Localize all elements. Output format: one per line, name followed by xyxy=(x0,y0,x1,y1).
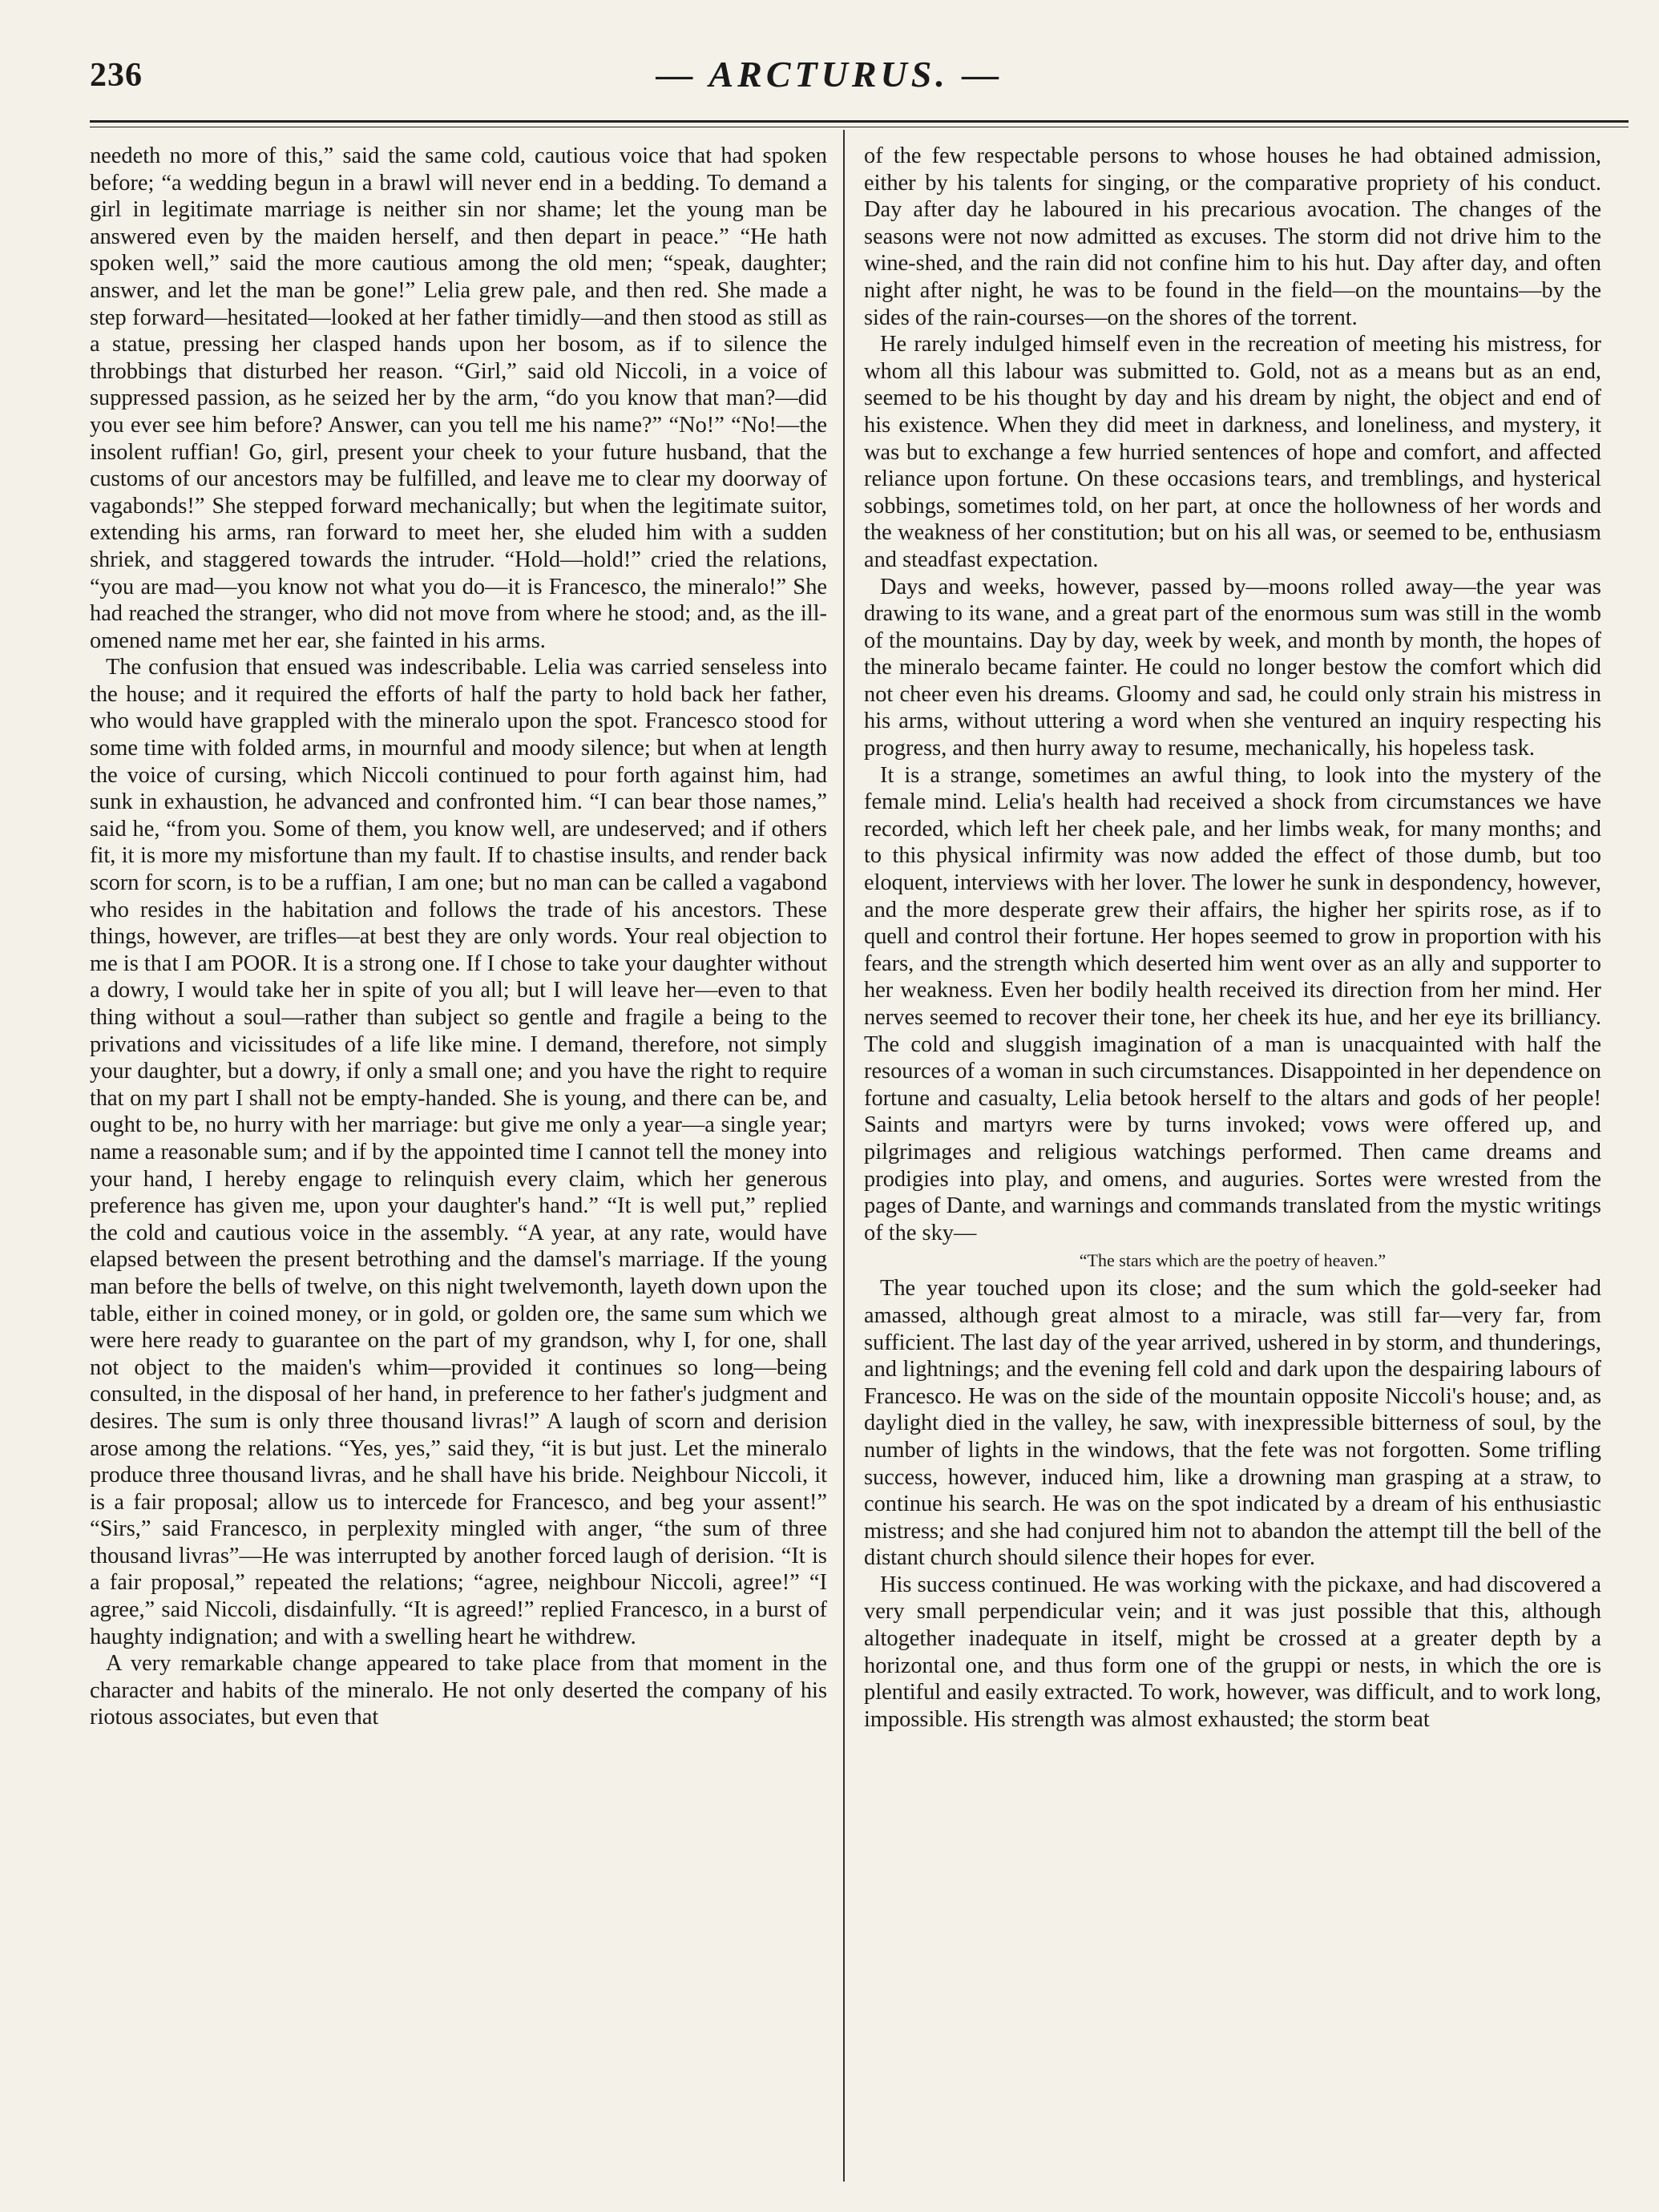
left-column xyxy=(90,143,827,2170)
paragraph: A very remarkable change appeared to take place from that moment in the character and habits of the mineralo. He not only deserted the company of his riotous associates, but even that xyxy=(90,1651,827,1730)
running-title: — ARCTURUS. — xyxy=(656,54,1003,95)
paragraph: Days and weeks, however, passed by—moons rolled away—the year was drawing to its wane, and a great part of the enormous sum was still in the womb of the mountains. Day by day, week by week, and month by month, the hopes of the mineralo became fainter. He could no longer bestow the comfort which did not cheer even his dreams. Gloomy and sad, he could only strain his mistress in his arms, without uttering a word when she ventured an inquiry respecting his progress, and then hurry away to resume, mechanically, his hopeless task. xyxy=(864,574,1601,761)
paragraph: He rarely indulged himself even in the recreation of meeting his mistress, for whom all this labour was submitted to. Gold, not as a means but as an end, seemed to be his thought by day and his dream by night, the object and end of his existence. When they did meet in darkness, and loneliness, and mystery, it was but to exchange a few hurried sentences of hope and comfort, and affected reliance upon fortune. On these occasions tears, and tremblings, and hysterical sobbings, sometimes told, on her part, at once the hollowness of her words and the weakness of her constitution; but on his all was, or seemed to be, enthusiasm and steadfast expectation. xyxy=(864,332,1601,572)
paragraph: It is a strange, sometimes an awful thing, to look into the mystery of the female mind. Lelia's health had received a shock from circumstances we have recorded, which left her cheek pale, and her limbs weak, for many months; and to this physical infirmity was now added the effect of those dumb, but too eloquent, interviews with her lover. The lower he sunk in despondency, however, and the more desperate grew their affairs, the higher her spirits rose, as if to quell and control their fortune. Her hopes seemed to grow in proportion with his fears, and the strength which deserted him went over as an ally and supporter to her weakness. Even her bodily health received its direction from her mind. Her nerves seemed to recover their tone, her cheek its hue, and her eye its brilliancy. The cold and sluggish imagination of a man is unacquainted with half the resources of a woman in such circumstances. Disappointed in her dependence on fortune and casualty, Lelia betook herself to the altars and gods of her people! Saints and martyrs were by turns invoked; vows were offered up, and pilgrimages and religious watchings performed. Then came dreams and prodigies into play, and omens, and auguries. Sortes were wrested from the pages of Dante, and warnings and commands translated from the mystic writings of the sky— xyxy=(864,762,1601,1245)
page-number: 236 xyxy=(90,57,143,94)
page-header xyxy=(0,0,1659,128)
right-column xyxy=(864,143,1601,2170)
paragraph: The confusion that ensued was indescribable. Lelia was carried senseless into the house; and it required the efforts of half the party to hold back her father, who would have grappled with the mineralo upon the spot. Francesco stood for some time with folded arms, in mournful and moody silence; but when at length the voice of cursing, which Niccoli continued to pour forth against him, had sunk in exhaustion, he advanced and confronted him. “I can bear those names,” said he, “from you. Some of them, you know well, are undeserved; and if others fit, it is more my misfortune than my fault. If to chastise insults, and render back scorn for scorn, is to be a ruffian, I am one; but no man can be called a vagabond who resides in the habitation and follows the trade of his ancestors. These things, however, are trifles—at best they are only words. Your real objection to me is that I am POOR. It is a strong one. If I chose to take your daughter without a dowry, I would take her in spite of you all; but I will leave her—even to that thing without a soul—rather than subject so gentle and fragile a being to the privations and vicissitudes of a life like mine. I demand, therefore, not simply your daughter, but a dowry, if only a small one; and you have the right to require that on my part I shall not be empty-handed. She is young, and there can be, and ought to be, no hurry with her marriage: but give me only a year—a single year; name a reasonable sum; and if by the appointed time I cannot tell the money into your hand, I hereby engage to relinquish every claim, which her generous preference has given me, upon your daughter's hand.” “It is well put,” replied the cold and cautious voice in the assembly. “A year, at any rate, would have elapsed between the present betrothing and the damsel's marriage. If the young man before the bells of twelve, on this night twelvemonth, layeth down upon the table, either in coined money, or in gold, or golden ore, the same sum which we were here ready to guarantee on the part of my grandson, why I, for one, shall not object to the maiden's whim—provided it continues so long—being consulted, in the disposal of her hand, in preference to her father's judgment and desires. The sum is only three thousand livras!” A laugh of scorn and derision arose among the relations. “Yes, yes,” said they, “it is but just. Let the mineralo produce three thousand livras, and he shall have his bride. Neighbour Niccoli, it is a fair proposal; allow us to intercede for Francesco, and beg your assent!” “Sirs,” said Francesco, in perplexity mingled with anger, “the sum of three thousand livras”—He was interrupted by another forced laugh of derision. “It is a fair proposal,” repeated the relations; “agree, neighbour Niccoli, agree!” “I agree,” said Niccoli, disdainfully. “It is agreed!” replied Francesco, in a burst of haughty indignation; and with a swelling heart he withdrew. xyxy=(90,655,827,1649)
paragraph: His success continued. He was working with the pickaxe, and had discovered a very small perpendicular vein; and it was just possible that this, although altogether inadequate in itself, might be crossed at a greater depth by a horizontal one, and thus form one of the gruppi or nests, in which the ore is plentiful and easily extracted. To work, however, was difficult, and to work long, impossible. His strength was almost exhausted; the storm beat xyxy=(864,1572,1601,1732)
quotation: “The stars which are the poetry of heaven.” xyxy=(1079,1250,1387,1271)
header-rule xyxy=(90,120,1629,123)
paragraph: needeth no more of this,” said the same cold, cautious voice that had spoken before; “a wedding begun in a brawl will never end in a bedding. To demand a girl in legitimate marriage is neither sin nor shame; let the young man be answered even by the maiden herself, and then depart in peace.” “He hath spoken well,” said the more cautious among the old men; “speak, daughter; answer, and let the man be gone!” Lelia grew pale, and then red. She made a step forward—hesitated—looked at her father timidly—and then stood as still as a statue, pressing her clasped hands upon her bosom, as if to silence the throbbings that disturbed her reason. “Girl,” said old Niccoli, in a voice of suppressed passion, as he seized her by the arm, “do you know that man?—did you ever see him before? Answer, can you tell me his name?” “No!” “No!—the insolent ruffian! Go, girl, present your cheek to your future husband, that the customs of our ancestors may be fulfilled, and leave me to clear my doorway of vagabonds!” She stepped forward mechanically; but when the legitimate suitor, extending his arms, ran forward to meet her, she eluded him with a sudden shriek, and staggered towards the intruder. “Hold—hold!” cried the relations, “you are mad—you know not what you do—it is Francesco, the mineralo!” She had reached the stranger, who did not move from where he stood; and, as the ill-omened name met her ear, she fainted in his arms. xyxy=(90,143,827,653)
paragraph: of the few respectable persons to whose houses he had obtained admission, either by his talents for singing, or the comparative propriety of his conduct. Day after day he laboured in his precarious avocation. The changes of the seasons were not now admitted as excuses. The storm did not drive him to the wine-shed, and the rain did not confine him to his hut. Day after day, and often night after night, he was to be found in the field—on the mountains—by the sides of the rain-courses—on the shores of the torrent. xyxy=(864,143,1601,330)
column-divider xyxy=(843,130,845,2182)
paragraph: The year touched upon its close; and the sum which the gold-seeker had amassed, although great almost to a miracle, was still far—very far, from sufficient. The last day of the year arrived, ushered in by storm, and thunderings, and lightnings; and the evening fell cold and dark upon the despairing labours of Francesco. He was on the side of the mountain opposite Niccoli's house; and, as daylight died in the valley, he saw, with inexpressible bitterness of soul, by the number of lights in the windows, that the fete was not forgotten. Some trifling success, however, induced him, like a drowning man grasping at a straw, to continue his search. He was on the spot indicated by a dream of his enthusiastic mistress; and she had conjured him not to abandon the attempt till the bell of the distant church should silence their hopes for ever. xyxy=(864,1276,1601,1571)
running-title-text: ARCTURUS. xyxy=(708,54,949,95)
